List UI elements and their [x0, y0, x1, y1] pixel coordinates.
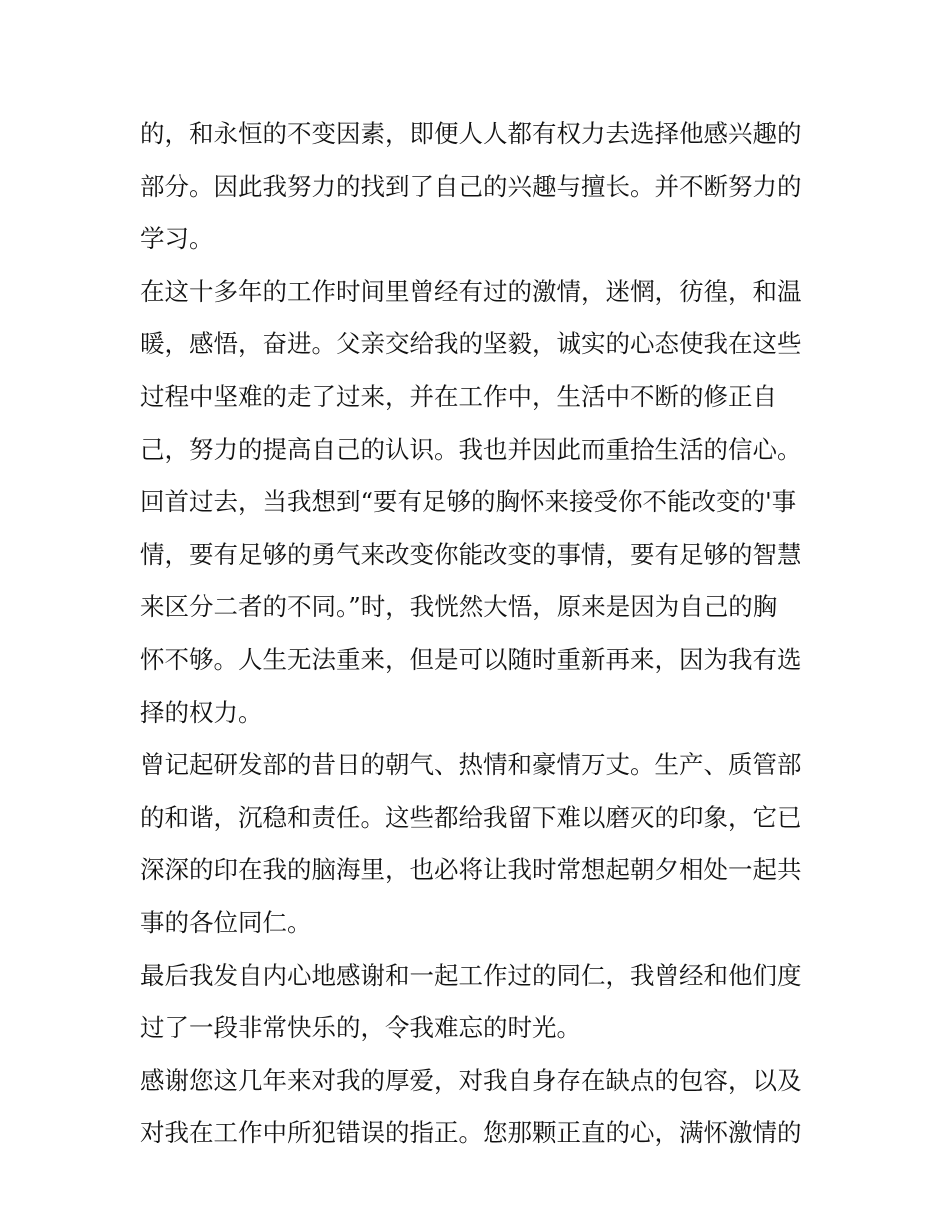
- text-line: 事的各位同仁。: [140, 907, 312, 937]
- text-line: 己，努力的提高自己的认识。我也并因此而重拾生活的信心。: [140, 434, 802, 464]
- text-line: 择的权力。: [140, 697, 263, 727]
- text-line: 在这十多年的工作时间里曾经有过的激情，迷惘，彷徨，和温: [140, 276, 802, 306]
- text-line: 过了一段非常快乐的，令我难忘的时光。: [140, 1013, 581, 1043]
- text-line: 最后我发自内心地感谢和一起工作过的同仁，我曾经和他们度: [140, 960, 802, 990]
- text-line: 的，和永恒的不变因素，即便人人都有权力去选择他感兴趣的: [140, 119, 802, 148]
- text-line: 暖，感悟，奋进。父亲交给我的坚毅，诚实的心态使我在这些: [140, 329, 802, 359]
- text-line: 来区分二者的不同。”时，我恍然大悟，原来是因为自己的胸: [140, 592, 778, 622]
- document-body: [140, 108, 820, 1160]
- text-line: 深深的印在我的脑海里，也必将让我时常想起朝夕相处一起共: [140, 855, 802, 885]
- text-line: 曾记起研发部的昔日的朝气、热情和豪情万丈。生产、质管部: [140, 750, 802, 780]
- text-line: 对我在工作中所犯错误的指正。您那颗正直的心，满怀激情的: [140, 1118, 802, 1148]
- text-line: 学习。: [140, 224, 214, 254]
- text-line: 感谢您这几年来对我的厚爱，对我自身存在缺点的包容，以及: [140, 1065, 802, 1095]
- text-line: 过程中坚难的走了过来，并在工作中，生活中不断的修正自: [140, 381, 777, 411]
- text-line: 的和谐，沉稳和责任。这些都给我留下难以磨灭的印象，它已: [140, 802, 802, 832]
- text-line: 怀不够。人生无法重来，但是可以随时重新再来，因为我有选: [140, 644, 802, 674]
- text-line: 回首过去，当我想到“要有足够的胸怀来接受你不能改变的'事: [140, 487, 797, 517]
- text-line: 部分。因此我努力的找到了自己的兴趣与擅长。并不断努力的: [140, 171, 802, 201]
- text-line: 情，要有足够的勇气来改变你能改变的事情，要有足够的智慧: [140, 539, 802, 569]
